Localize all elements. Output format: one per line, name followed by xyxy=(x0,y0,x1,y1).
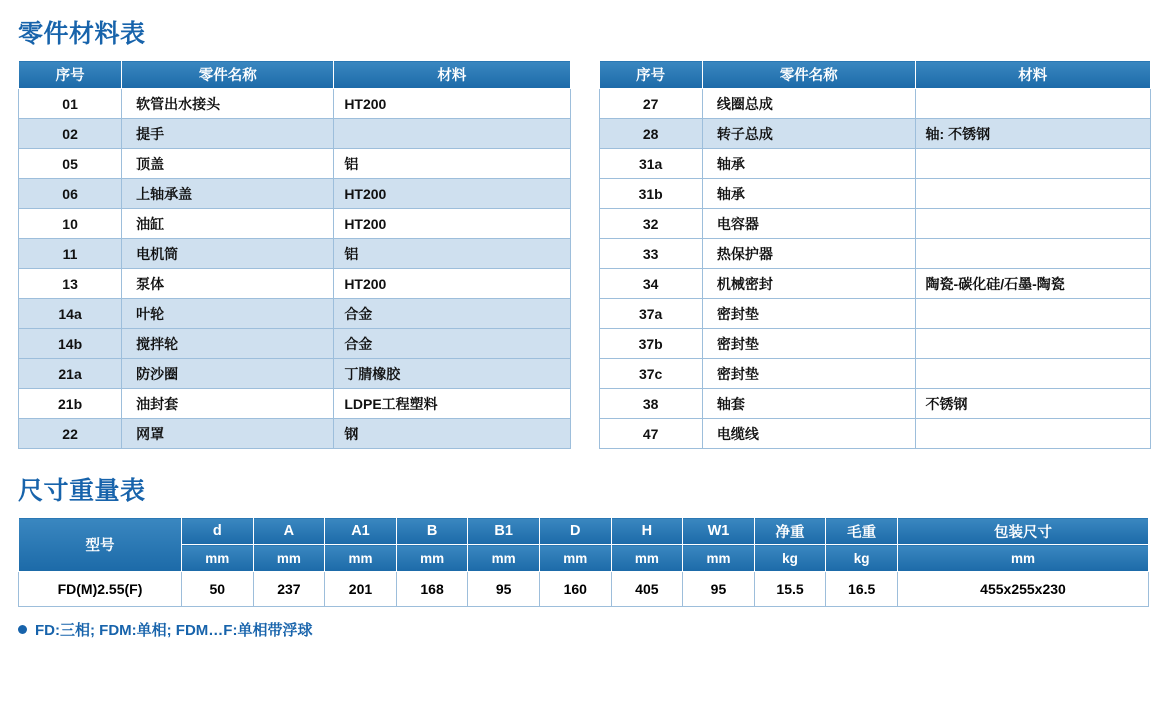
table-row xyxy=(19,389,571,419)
col-header-h: H xyxy=(611,518,683,545)
table-row xyxy=(599,359,1151,389)
cell-material xyxy=(915,329,1150,359)
cell-name: 电机筒 xyxy=(122,239,334,269)
cell-no: 14a xyxy=(19,299,122,329)
cell-material: 合金 xyxy=(334,329,570,359)
cell-name: 顶盖 xyxy=(122,149,334,179)
table-row xyxy=(19,359,571,389)
cell-name: 密封垫 xyxy=(702,359,915,389)
table-row xyxy=(19,179,571,209)
cell-no: 02 xyxy=(19,119,122,149)
dimensions-table xyxy=(18,517,1149,607)
cell-material: HT200 xyxy=(334,269,570,299)
col-header-d: d xyxy=(182,518,254,545)
col-header-material: 材料 xyxy=(334,61,570,89)
table-row xyxy=(19,419,571,449)
table-row xyxy=(19,209,571,239)
col-header-name: 零件名称 xyxy=(702,61,915,89)
cell-name: 叶轮 xyxy=(122,299,334,329)
col-header-model: 型号 xyxy=(19,518,182,572)
unit-package-size: mm xyxy=(898,545,1149,572)
cell-material: HT200 xyxy=(334,209,570,239)
cell-material: HT200 xyxy=(334,179,570,209)
cell-h: 405 xyxy=(611,572,683,607)
cell-name: 油封套 xyxy=(122,389,334,419)
cell-name: 搅拌轮 xyxy=(122,329,334,359)
cell-a1: 201 xyxy=(325,572,397,607)
table-header-row xyxy=(19,61,571,89)
cell-no: 27 xyxy=(599,89,702,119)
table-row xyxy=(599,209,1151,239)
cell-no: 10 xyxy=(19,209,122,239)
cell-material: 铝 xyxy=(334,149,570,179)
col-header-no: 序号 xyxy=(599,61,702,89)
cell-material: LDPE工程塑料 xyxy=(334,389,570,419)
cell-no: 37b xyxy=(599,329,702,359)
col-header-package-size: 包装尺寸 xyxy=(898,518,1149,545)
cell-no: 22 xyxy=(19,419,122,449)
col-header-a1: A1 xyxy=(325,518,397,545)
cell-net-weight: 15.5 xyxy=(754,572,826,607)
table-row xyxy=(599,299,1151,329)
parts-table-left xyxy=(18,60,571,449)
cell-no: 31b xyxy=(599,179,702,209)
cell-name: 油缸 xyxy=(122,209,334,239)
table-row xyxy=(599,149,1151,179)
col-header-d-cap: D xyxy=(539,518,611,545)
col-header-material: 材料 xyxy=(915,61,1150,89)
cell-no: 11 xyxy=(19,239,122,269)
table-row xyxy=(599,419,1151,449)
cell-material: 陶瓷-碳化硅/石墨-陶瓷 xyxy=(915,269,1150,299)
footnote xyxy=(18,619,1151,640)
cell-name: 防沙圈 xyxy=(122,359,334,389)
cell-no: 13 xyxy=(19,269,122,299)
cell-d-cap: 160 xyxy=(539,572,611,607)
cell-no: 37a xyxy=(599,299,702,329)
cell-no: 21b xyxy=(19,389,122,419)
col-header-net-weight: 净重 xyxy=(754,518,826,545)
cell-material: HT200 xyxy=(334,89,570,119)
col-header-b: B xyxy=(396,518,468,545)
table-row xyxy=(19,299,571,329)
cell-name: 上轴承盖 xyxy=(122,179,334,209)
table-header-row-units xyxy=(19,545,1149,572)
unit-d: mm xyxy=(182,545,254,572)
cell-no: 47 xyxy=(599,419,702,449)
cell-no: 31a xyxy=(599,149,702,179)
cell-a: 237 xyxy=(253,572,325,607)
table-row xyxy=(19,329,571,359)
cell-material: 钢 xyxy=(334,419,570,449)
unit-b1: mm xyxy=(468,545,540,572)
table-row xyxy=(599,269,1151,299)
cell-no: 37c xyxy=(599,359,702,389)
footnote-text: FD:三相; FDM:单相; FDM…F:单相带浮球 xyxy=(35,622,313,639)
cell-b: 168 xyxy=(396,572,468,607)
cell-package-size: 455x255x230 xyxy=(898,572,1149,607)
cell-no: 28 xyxy=(599,119,702,149)
cell-name: 密封垫 xyxy=(702,329,915,359)
table-row xyxy=(599,119,1151,149)
cell-material xyxy=(915,419,1150,449)
page-title-dimensions: 尺寸重量表 xyxy=(18,477,146,505)
cell-material xyxy=(915,179,1150,209)
cell-no: 33 xyxy=(599,239,702,269)
cell-name: 热保护器 xyxy=(702,239,915,269)
unit-gross-weight: kg xyxy=(826,545,898,572)
cell-no: 01 xyxy=(19,89,122,119)
cell-name: 轴承 xyxy=(702,149,915,179)
table-row xyxy=(19,89,571,119)
cell-no: 14b xyxy=(19,329,122,359)
table-row xyxy=(19,239,571,269)
cell-name: 轴承 xyxy=(702,179,915,209)
cell-material: 铝 xyxy=(334,239,570,269)
bullet-icon xyxy=(18,625,27,634)
cell-name: 电缆线 xyxy=(702,419,915,449)
cell-name: 软管出水接头 xyxy=(122,89,334,119)
cell-no: 38 xyxy=(599,389,702,419)
table-row xyxy=(599,389,1151,419)
cell-name: 机械密封 xyxy=(702,269,915,299)
cell-material: 轴: 不锈钢 xyxy=(915,119,1150,149)
cell-no: 06 xyxy=(19,179,122,209)
cell-material: 不锈钢 xyxy=(915,389,1150,419)
table-row xyxy=(599,179,1151,209)
col-header-a: A xyxy=(253,518,325,545)
unit-w1: mm xyxy=(683,545,755,572)
table-row xyxy=(19,572,1149,607)
cell-material xyxy=(915,359,1150,389)
col-header-name: 零件名称 xyxy=(122,61,334,89)
cell-material xyxy=(915,239,1150,269)
cell-name: 网罩 xyxy=(122,419,334,449)
cell-name: 转子总成 xyxy=(702,119,915,149)
unit-d-cap: mm xyxy=(539,545,611,572)
cell-d: 50 xyxy=(182,572,254,607)
cell-material xyxy=(334,119,570,149)
cell-no: 34 xyxy=(599,269,702,299)
cell-material xyxy=(915,209,1150,239)
table-row xyxy=(599,329,1151,359)
cell-w1: 95 xyxy=(683,572,755,607)
table-row xyxy=(19,119,571,149)
cell-material: 丁腈橡胶 xyxy=(334,359,570,389)
table-row xyxy=(599,239,1151,269)
table-row xyxy=(599,89,1151,119)
cell-no: 32 xyxy=(599,209,702,239)
parts-table-right xyxy=(599,60,1152,449)
cell-material xyxy=(915,299,1150,329)
table-row xyxy=(19,269,571,299)
unit-a1: mm xyxy=(325,545,397,572)
cell-no: 21a xyxy=(19,359,122,389)
parts-tables-container xyxy=(18,60,1151,449)
unit-b: mm xyxy=(396,545,468,572)
table-header-row xyxy=(599,61,1151,89)
cell-no: 05 xyxy=(19,149,122,179)
unit-a: mm xyxy=(253,545,325,572)
cell-name: 提手 xyxy=(122,119,334,149)
col-header-b1: B1 xyxy=(468,518,540,545)
unit-net-weight: kg xyxy=(754,545,826,572)
cell-name: 电容器 xyxy=(702,209,915,239)
cell-material: 合金 xyxy=(334,299,570,329)
cell-gross-weight: 16.5 xyxy=(826,572,898,607)
cell-b1: 95 xyxy=(468,572,540,607)
col-header-w1: W1 xyxy=(683,518,755,545)
page-title-parts: 零件材料表 xyxy=(18,20,146,48)
col-header-no: 序号 xyxy=(19,61,122,89)
table-row xyxy=(19,149,571,179)
col-header-gross-weight: 毛重 xyxy=(826,518,898,545)
cell-name: 密封垫 xyxy=(702,299,915,329)
cell-name: 轴套 xyxy=(702,389,915,419)
cell-name: 线圈总成 xyxy=(702,89,915,119)
cell-material xyxy=(915,89,1150,119)
cell-model: FD(M)2.55(F) xyxy=(19,572,182,607)
table-header-row-labels xyxy=(19,518,1149,545)
cell-name: 泵体 xyxy=(122,269,334,299)
datasheet-page xyxy=(0,14,1169,705)
unit-h: mm xyxy=(611,545,683,572)
cell-material xyxy=(915,149,1150,179)
